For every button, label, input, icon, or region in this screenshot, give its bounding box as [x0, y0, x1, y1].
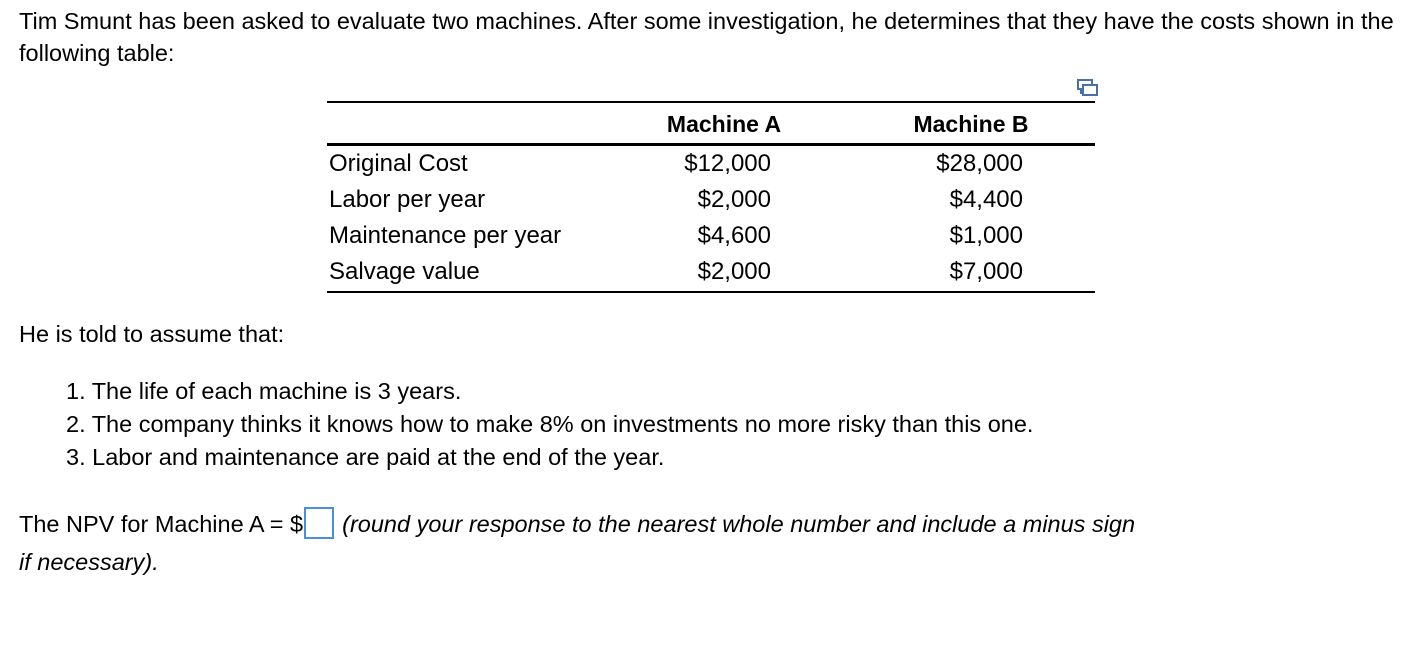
table-row: [327, 146, 1095, 182]
npv-question: [19, 505, 1399, 581]
machine-a-value: $2,000: [697, 258, 771, 285]
rounding-note-continued: if necessary).: [19, 549, 159, 575]
machine-a-value: $4,600: [697, 222, 771, 249]
table-row: [327, 218, 1095, 254]
table-row: [327, 182, 1095, 218]
assumptions-list: [66, 375, 1033, 474]
machine-b-value: $1,000: [949, 222, 1023, 249]
machine-b-value: $4,400: [949, 186, 1023, 213]
row-label: Salvage value: [329, 258, 480, 285]
machine-a-value: $2,000: [697, 186, 771, 213]
rounding-note: (round your response to the nearest whole number and include a minus sign: [342, 511, 1136, 537]
row-label: Labor per year: [329, 186, 486, 213]
list-item: 1. The life of each machine is 3 years.: [66, 378, 462, 404]
header-machine-b: Machine B: [913, 111, 1029, 137]
assumptions-lead: He is told to assume that:: [19, 321, 285, 347]
copy-to-clipboard-icon[interactable]: [1077, 78, 1099, 98]
problem-intro: Tim Smunt has been asked to evaluate two machines. After some investigation, he determines that they have the costs shown in the following table:: [19, 8, 1394, 66]
list-item: 2. The company thinks it knows how to make 8% on investments no more risky than this one.: [66, 411, 1034, 437]
table-row: [327, 254, 1095, 290]
machine-a-value: $12,000: [684, 150, 771, 177]
machine-b-value: $28,000: [936, 150, 1023, 177]
row-label: Maintenance per year: [329, 222, 562, 249]
header-machine-a: Machine A: [666, 111, 782, 137]
list-item: 3. Labor and maintenance are paid at the end of the year.: [66, 444, 665, 470]
npv-answer-input[interactable]: [304, 507, 334, 539]
question-prefix: The NPV for Machine A = $: [19, 511, 304, 537]
row-label: Original Cost: [329, 150, 468, 177]
machine-cost-table: [327, 101, 1095, 293]
table-header: [327, 103, 1095, 146]
machine-b-value: $7,000: [949, 258, 1023, 285]
